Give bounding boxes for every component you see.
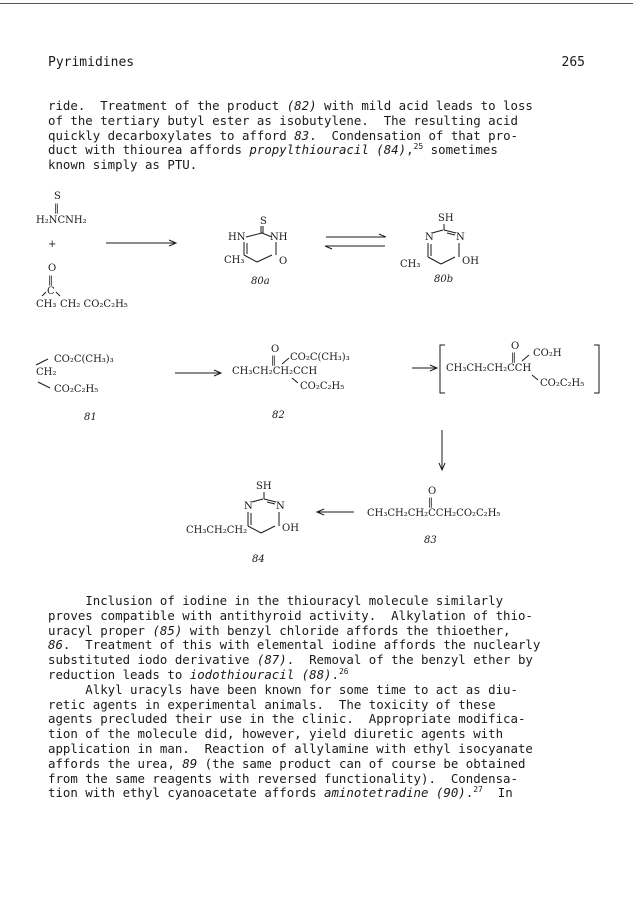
thiourea-structure <box>36 191 87 226</box>
double-bond-mark: ‖ <box>48 275 53 286</box>
propyl-group: CH₃CH₂CH₂ <box>186 525 248 536</box>
methyl-group: CH₃ <box>224 255 245 266</box>
text-line: application in man. Reaction of allylamine with ethyl isocyanate <box>48 740 533 756</box>
text-line: Alkyl uracyls have been known for some time to act as diu- <box>48 681 518 697</box>
text-line: Inclusion of iodine in the thiouracyl molecule similarly <box>48 593 504 608</box>
ethyl-ester: CO₂C₂H₅ <box>300 381 345 392</box>
thiourea-formula: H₂NCNH₂ <box>36 215 87 226</box>
compound-label-81: 81 <box>84 412 97 423</box>
top-rule <box>0 3 633 4</box>
nitrogen-right: N <box>456 232 465 243</box>
text-line: retic agents in experimental animals. The toxicity of these <box>48 696 496 712</box>
propyl-keto-chain: CH₃CH₂CH₂CCH <box>446 363 532 374</box>
citation-superscript: 25 <box>413 142 424 152</box>
methyl-group: CH₃ <box>400 259 421 270</box>
sulfur-atom: S <box>260 216 267 227</box>
page-number: 265 <box>561 55 585 70</box>
propyl-keto-chain: CH₃CH₂CH₂CCH <box>232 366 318 377</box>
text-line: affords the urea, 89 (the same product can of course be obtained <box>48 755 526 771</box>
tert-butyl-ester: CO₂C(CH₃)₃ <box>290 352 350 363</box>
text-line: tion with ethyl cyanoacetate affords aminotetradine (90).$^{27}$ In <box>48 785 513 801</box>
italic-reference: iodothiouracil (88) <box>189 666 332 682</box>
text-line: 86. Treatment of this with elemental iodine affords the nuclearly <box>48 637 541 653</box>
ethyl-ester: CO₂C₂H₅ <box>540 378 585 389</box>
sulfur-atom: S <box>54 191 61 202</box>
italic-reference: aminotetradine (90) <box>324 785 466 801</box>
nitrogen-left: N <box>244 501 253 512</box>
running-title: Pyrimidines <box>48 55 135 70</box>
compound-label-80a: 80a <box>251 276 270 287</box>
left-bracket <box>440 345 445 393</box>
thiol-group: SH <box>438 213 454 224</box>
text-line: substituted iodo derivative (87). Removal of the benzyl ether by <box>48 652 533 668</box>
ethyl-ester: CO₂C₂H₅ <box>54 384 99 395</box>
compound-84 <box>186 481 299 565</box>
plus-sign: + <box>48 239 57 250</box>
oxygen-atom: O <box>511 341 520 352</box>
text-line: ride. Treatment of the product (82) with mild acid leads to loss <box>48 98 533 113</box>
text-line: from the same reagents with reversed functionality). Condensa- <box>48 770 518 786</box>
paragraph-intro <box>48 99 588 173</box>
oxygen-atom: O <box>428 486 437 497</box>
italic-reference: (82) <box>286 98 317 113</box>
compound-label-82: 82 <box>272 410 285 421</box>
italic-reference: propylthiouracil (84) <box>249 142 407 158</box>
italic-reference: 86 <box>48 637 63 653</box>
reaction-scheme <box>0 180 633 580</box>
nitrogen-right: N <box>276 501 285 512</box>
beta-keto-ester: CH₃CH₂CH₂CCH₂CO₂C₂H₅ <box>367 508 501 519</box>
right-bracket <box>594 345 599 393</box>
thiol-group: SH <box>256 481 272 492</box>
text-line: tion of the molecule did, however, yield diuretic agents with <box>48 726 504 742</box>
double-bond-mark: ‖ <box>511 352 516 363</box>
hydroxyl-group: OH <box>282 523 299 534</box>
text-line: quickly decarboxylates to afford 83. Condensation of that pro- <box>48 127 518 143</box>
methyl-group: CH₃ <box>36 299 57 310</box>
paragraph-body <box>48 594 588 801</box>
text-line: duct with thiourea affords propylthiouracil (84),$^{25}$ sometimes <box>48 142 498 158</box>
italic-reference: (85) <box>152 622 183 638</box>
intermediate-acid <box>440 341 599 393</box>
double-bond-mark: ‖ <box>54 203 59 214</box>
hydroxyl-group: OH <box>462 256 479 267</box>
citation-superscript: 27 <box>473 785 483 795</box>
compound-83 <box>367 486 500 546</box>
oxygen-atom: O <box>279 256 288 267</box>
compound-label-84: 84 <box>252 554 265 565</box>
italic-reference: 83 <box>294 127 310 143</box>
nitrogen-left: N <box>425 232 434 243</box>
text-line: proves compatible with antithyroid activity. Alkylation of thio- <box>48 607 533 623</box>
compound-80a <box>224 216 288 287</box>
carbonyl-carbon: C <box>47 286 55 297</box>
italic-reference: (87) <box>256 652 287 668</box>
text-line: of the tertiary butyl ester as isobutylene. The resulting acid <box>48 112 518 128</box>
tert-butyl-ester: CO₂C(CH₃)₃ <box>54 354 114 365</box>
compound-81 <box>36 354 114 423</box>
compound-80b <box>400 213 479 285</box>
methylene-group: CH₂ <box>36 367 57 378</box>
text-line: reduction leads to iodothiouracil (88).$^{26}$ <box>48 666 349 682</box>
double-bond-mark: ‖ <box>428 497 433 508</box>
carboxylic-acid: CO₂H <box>533 348 562 359</box>
nh-right: NH <box>270 232 288 243</box>
compound-label-80b: 80b <box>434 274 454 285</box>
ester-chain: CH₂ CO₂C₂H₅ <box>60 299 128 310</box>
text-line: known simply as PTU. <box>48 157 198 173</box>
text-line: agents precluded their use in the clinic. Appropriate modifica- <box>48 711 526 727</box>
nh-left: HN <box>228 232 246 243</box>
compound-label-83: 83 <box>424 535 437 546</box>
ketoester-structure <box>36 263 128 310</box>
text-line: uracyl proper (85) with benzyl chloride affords the thioether, <box>48 622 511 638</box>
oxygen-atom: O <box>48 263 57 274</box>
citation-superscript: 26 <box>338 666 349 676</box>
oxygen-atom: O <box>271 344 280 355</box>
double-bond-mark: ‖ <box>271 355 276 366</box>
italic-reference: 89 <box>182 755 198 771</box>
compound-82 <box>232 344 350 421</box>
